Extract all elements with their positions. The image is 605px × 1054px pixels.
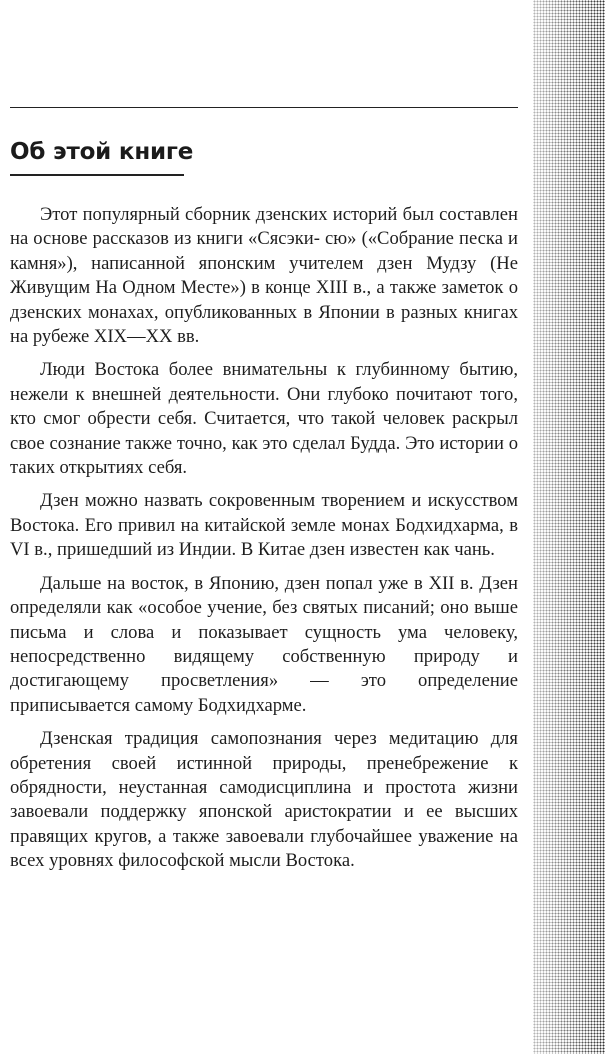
section-title: Об этой книге — [10, 139, 194, 165]
paragraph-5: Дзенская традиция самопознания через медитацию для обретения своей истинной природы, пренебрежение к обрядности, неустанная самодисциплина и простота жизни завоевали поддержку японской аристократии и ее высших правящих кругов, а также завоевали глубочайшее уважение на всех уровнях философской мысли Востока. — [10, 728, 518, 872]
top-horizontal-rule — [10, 107, 518, 108]
paragraph-3: Дзен можно назвать сокровенным творением и искусством Востока. Его привил на китайской земле монах Бодхидхарма, в VI в., пришедший из Индии. В Китае дзен известен как чань. — [10, 490, 518, 561]
paragraph-1: Этот популярный сборник дзенских историй был составлен на основе рассказов из книги «Сясэки- сю» («Собрание песка и камня»), написанной японским учителем дзен Мудзу (Не Живущим На Одном Месте») в конце XIII в., а также заметок о дзенских монахах, опубликованных в Японии в разных книгах на рубеже XIX—XX вв. — [10, 204, 518, 348]
page-edge-halftone-pattern — [533, 0, 605, 1054]
section-title-underline — [10, 174, 184, 176]
paragraph-4: Дальше на восток, в Японию, дзен попал уже в XII в. Дзен определяли как «особое учение, без святых писаний; оно выше письма и слова и показывает сущность ума человеку, непосредственно видящему собственную природу и достигающему просветления» — это определение приписывается самому Бодхидхарме. — [10, 572, 518, 716]
body-text — [10, 203, 518, 883]
paragraph-2: Люди Востока более внимательны к глубинному бытию, нежели к внешней деятельности. Они глубоко почитают того, кто смог обрести себя. Считается, что такой человек раскрыл свое сознание также точно, как это сделал Будда. Это истории о таких открытиях себя. — [10, 359, 518, 479]
